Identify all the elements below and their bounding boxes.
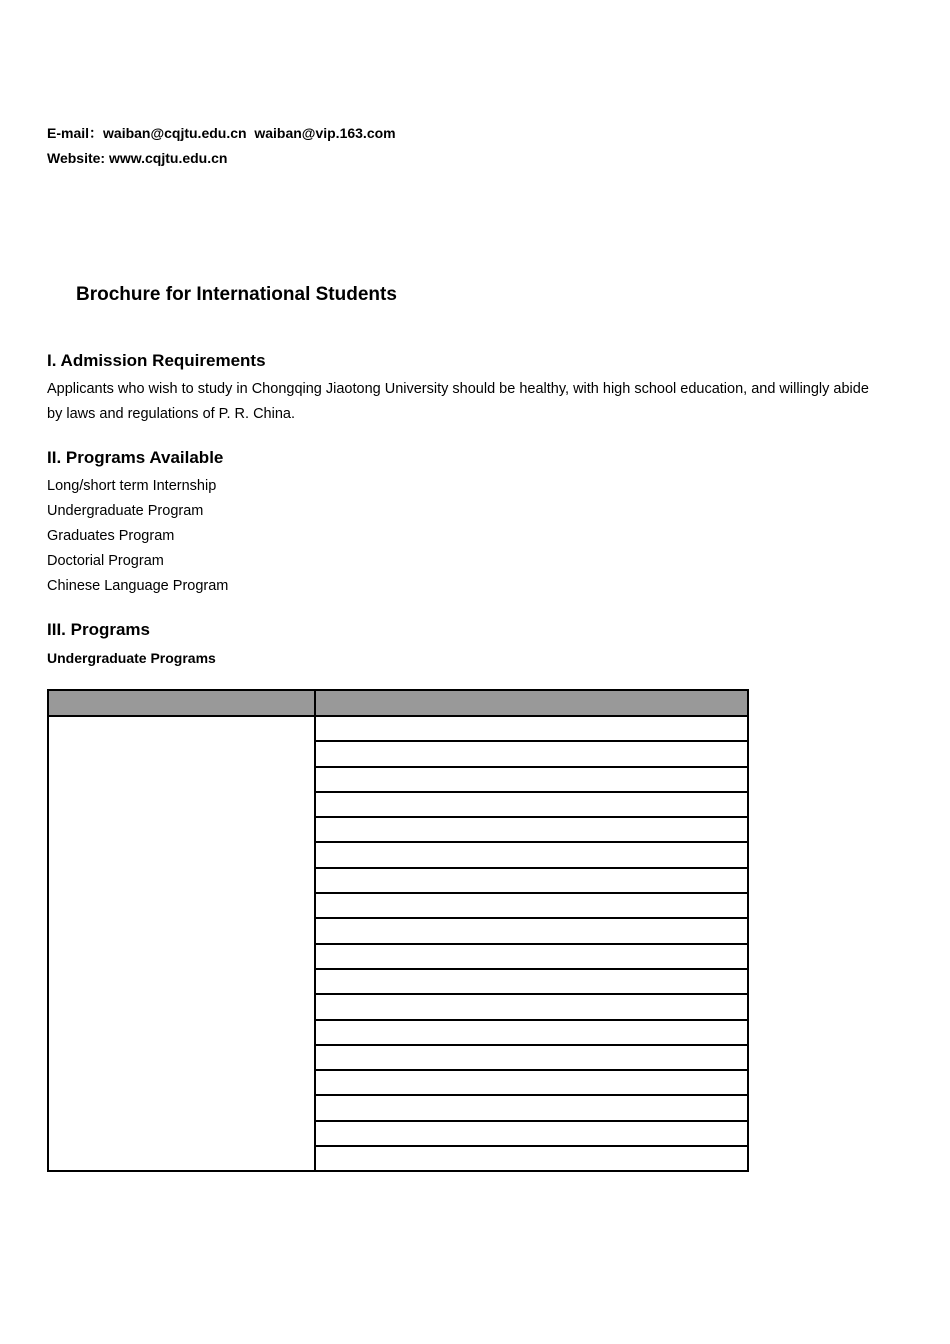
table-header-cell — [315, 690, 748, 716]
contact-info — [47, 121, 396, 171]
table-cell — [315, 1045, 748, 1070]
programs-available-heading: II. Programs Available — [47, 448, 224, 467]
program-item: Graduates Program — [47, 528, 175, 544]
programs-heading: III. Programs — [47, 620, 150, 639]
table-cell — [315, 994, 748, 1019]
table-cell — [315, 944, 748, 969]
table-body — [48, 716, 748, 1171]
table-cell — [315, 969, 748, 994]
programs-available-section — [47, 447, 228, 599]
program-item: Doctorial Program — [47, 553, 164, 569]
table-row — [48, 716, 748, 741]
table-cell — [315, 1095, 748, 1120]
table-cell — [315, 1146, 748, 1171]
admission-section — [47, 350, 887, 427]
undergraduate-programs-table — [47, 689, 749, 1172]
admission-text: Applicants who wish to study in Chongqing Jiaotong University should be healthy, with high school education, and willingly abide by laws and regulations of P. R. China. — [47, 381, 869, 422]
table-cell — [315, 767, 748, 792]
table-cell — [315, 1070, 748, 1095]
table-header-row — [48, 690, 748, 716]
program-item: Long/short term Internship — [47, 478, 217, 494]
table-cell — [315, 817, 748, 842]
program-item: Undergraduate Program — [47, 503, 204, 519]
table-cell — [315, 842, 748, 867]
website-line: Website: www.cqjtu.edu.cn — [47, 150, 228, 166]
table-header-cell — [48, 690, 315, 716]
table-cell — [315, 1121, 748, 1146]
table-cell — [315, 716, 748, 741]
table-cell — [315, 893, 748, 918]
admission-heading: I. Admission Requirements — [47, 351, 266, 370]
table-cell — [315, 918, 748, 943]
table-cell — [315, 868, 748, 893]
undergraduate-programs-subheading: Undergraduate Programs — [47, 650, 216, 666]
programs-section — [47, 619, 216, 671]
table-cell — [315, 741, 748, 766]
program-item: Chinese Language Program — [47, 578, 229, 594]
page-title: Brochure for International Students — [76, 284, 397, 305]
table-cell — [315, 792, 748, 817]
table-cell — [315, 1020, 748, 1045]
table-category-cell — [48, 716, 315, 1171]
email-line: E-mail：waiban@cqjtu.edu.cn waiban@vip.163.com — [47, 125, 396, 141]
